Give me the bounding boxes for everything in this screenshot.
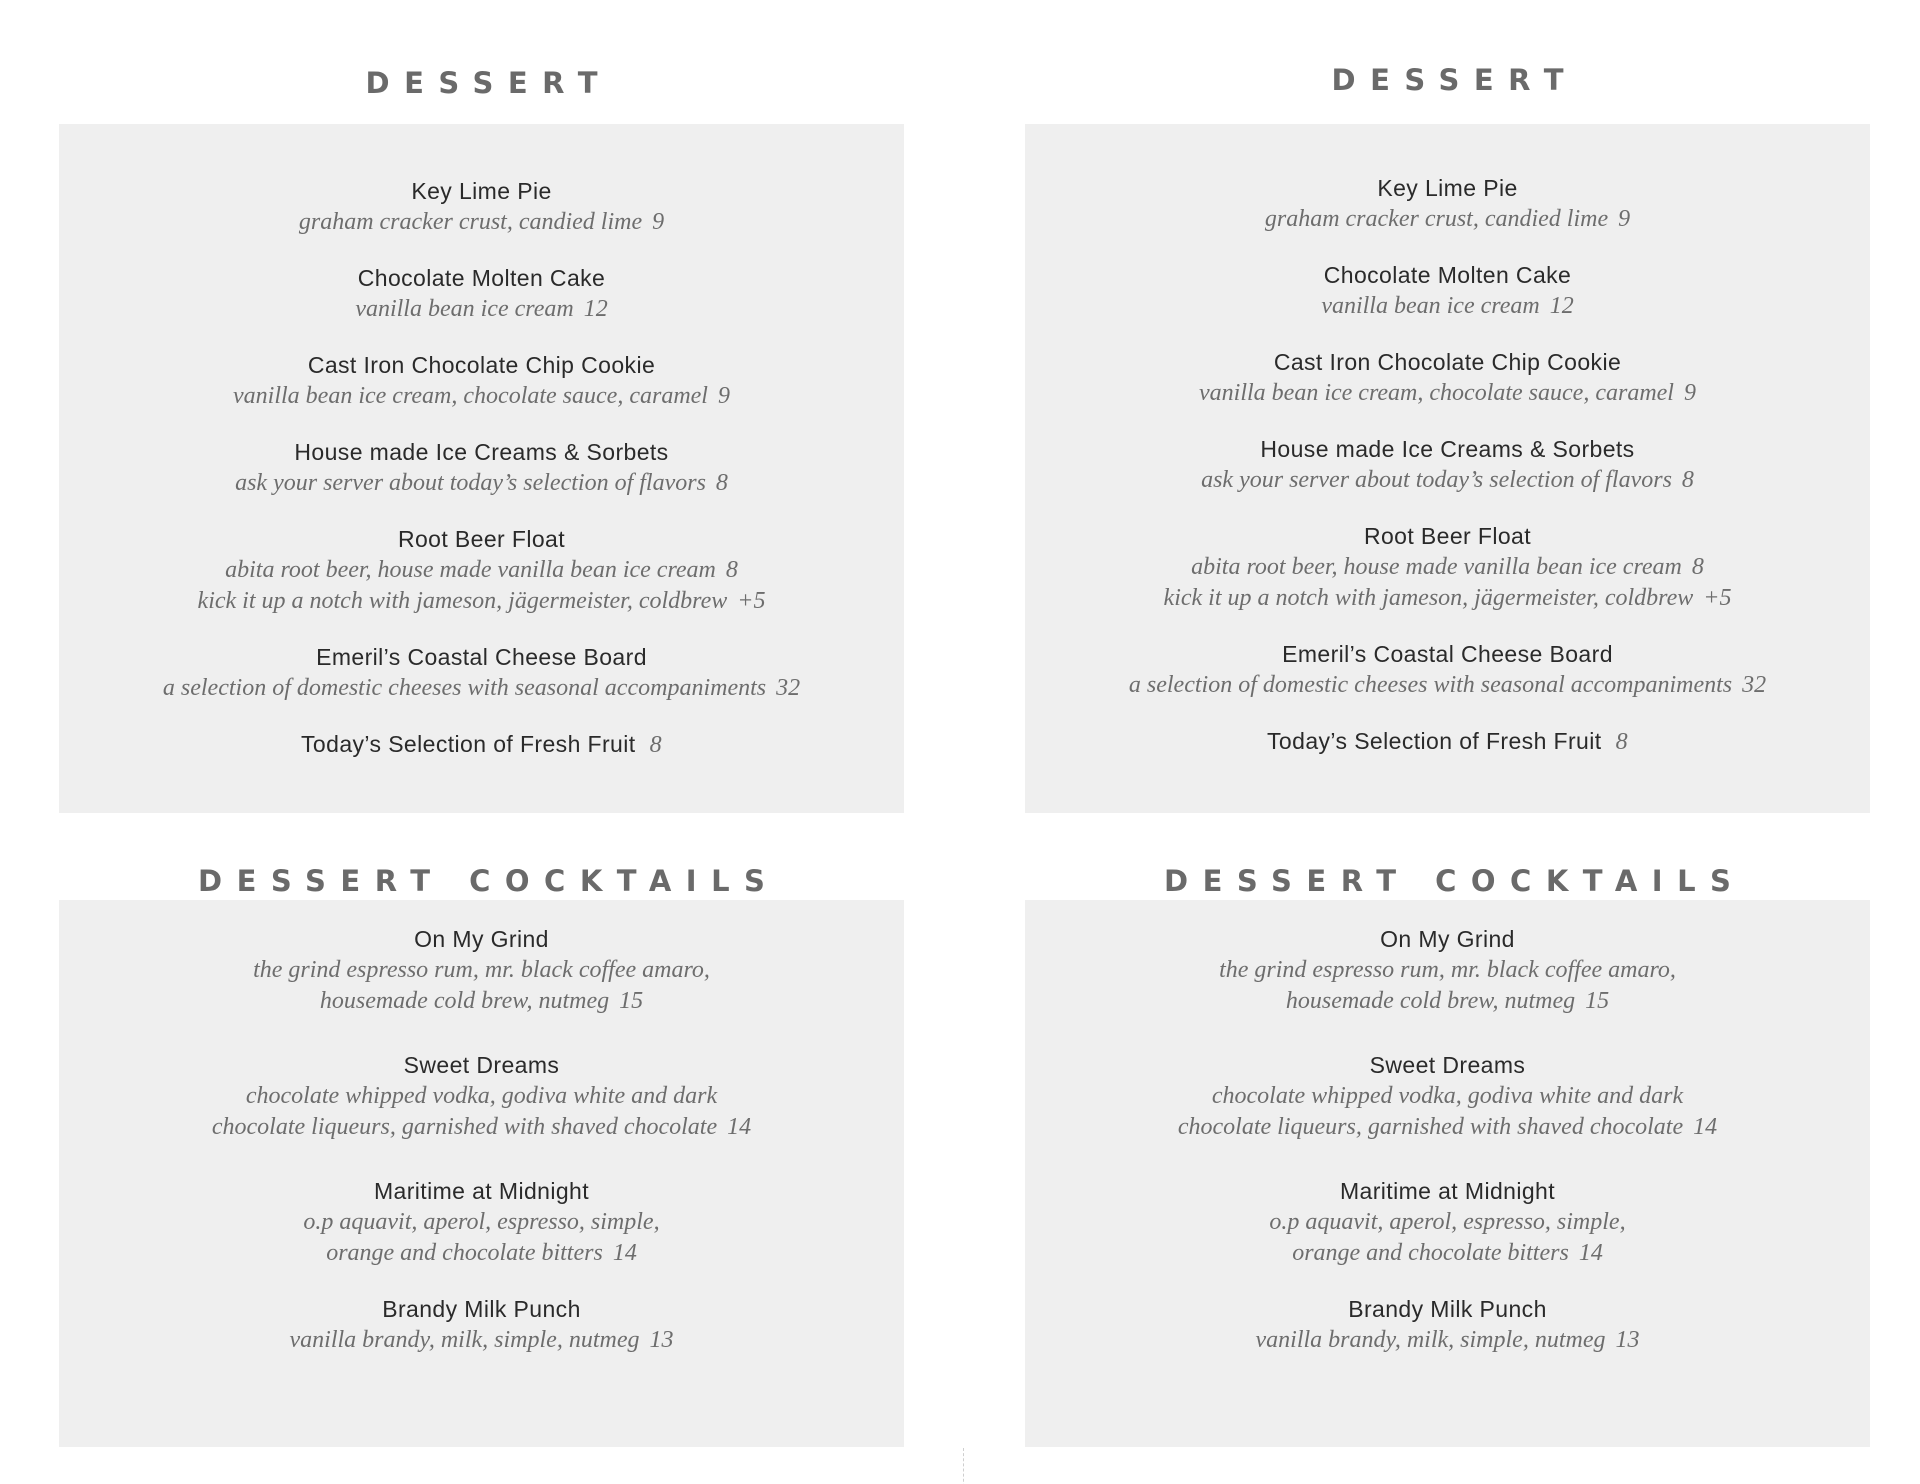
item-description: housemade cold brew, nutmeg 15: [319, 988, 644, 1014]
menu-item: [59, 924, 904, 1017]
item-name: On My Grind: [414, 926, 549, 952]
menu-item: [59, 729, 904, 761]
menu-item: [59, 642, 904, 704]
item-name: House made Ice Creams & Sorbets: [1260, 436, 1635, 462]
item-name: Key Lime Pie: [411, 178, 552, 204]
item-description: graham cracker crust, candied lime 9: [1264, 206, 1631, 232]
item-description: the grind espresso rum, mr. black coffee amaro,: [253, 957, 710, 983]
fold-line-divider: [963, 1448, 964, 1484]
item-name: Root Beer Float: [397, 526, 566, 552]
item-description: o.p aquavit, aperol, espresso, simple,: [303, 1209, 660, 1235]
item-name: Cast Iron Chocolate Chip Cookie: [307, 352, 656, 378]
item-description: abita root beer, house made vanilla bean ice cream 8: [1191, 554, 1704, 580]
item-description: chocolate liqueurs, garnished with shaved chocolate 14: [1177, 1114, 1718, 1140]
dessert-panel: [1025, 124, 1870, 813]
menu-item: [1025, 1050, 1870, 1143]
item-name: Brandy Milk Punch: [382, 1296, 581, 1322]
item-description: a selection of domestic cheeses with seasonal accompaniments 32: [162, 675, 801, 701]
item-name: Sweet Dreams: [1369, 1052, 1526, 1078]
cocktails-panel: [1025, 900, 1870, 1447]
item-name: On My Grind: [1380, 926, 1515, 952]
item-price: 14: [1578, 1240, 1603, 1266]
menu-item: [1025, 1294, 1870, 1356]
item-description: vanilla bean ice cream 12: [1321, 293, 1574, 319]
item-description: chocolate whipped vodka, godiva white and dark: [1211, 1083, 1684, 1109]
cocktails-title: DESSERT COCKTAILS: [198, 864, 780, 898]
cocktails-panel: [59, 900, 904, 1447]
menu-item: [59, 1176, 904, 1269]
menu-item: [1025, 260, 1870, 322]
item-price: 12: [583, 296, 608, 322]
item-description: ask your server about today’s selection of flavors 8: [235, 470, 728, 496]
item-price: 9: [1618, 206, 1631, 232]
item-name: Maritime at Midnight: [1339, 1178, 1556, 1204]
item-price: +5: [737, 588, 766, 614]
item-price: 14: [1693, 1114, 1718, 1140]
item-description: graham cracker crust, candied lime 9: [298, 209, 665, 235]
item-description: kick it up a notch with jameson, jägermeister, coldbrew +5: [1163, 585, 1732, 611]
item-price: 9: [717, 383, 730, 409]
item-name: Emeril’s Coastal Cheese Board: [1282, 641, 1613, 667]
item-price: 14: [612, 1240, 637, 1266]
menu-item: [1025, 173, 1870, 235]
item-description: vanilla brandy, milk, simple, nutmeg 13: [1255, 1327, 1640, 1353]
item-description: vanilla brandy, milk, simple, nutmeg 13: [289, 1327, 674, 1353]
item-price: 8: [725, 557, 738, 583]
dessert-title: DESSERT: [365, 66, 612, 100]
menu-item: [59, 176, 904, 238]
menu-item: [1025, 639, 1870, 701]
menu-item: [1025, 434, 1870, 496]
item-name: Chocolate Molten Cake: [357, 265, 606, 291]
menu-item: [59, 437, 904, 499]
menu-item: [59, 263, 904, 325]
menu-item: [1025, 1176, 1870, 1269]
item-price: 8: [1681, 467, 1694, 493]
item-price: 15: [619, 988, 644, 1014]
item-name: Today’s Selection of Fresh Fruit 8: [1267, 728, 1628, 755]
item-name: Emeril’s Coastal Cheese Board: [316, 644, 647, 670]
item-description: vanilla bean ice cream, chocolate sauce, caramel 9: [1199, 380, 1696, 406]
item-name: Key Lime Pie: [1377, 175, 1518, 201]
item-name: Chocolate Molten Cake: [1323, 262, 1572, 288]
item-price: 12: [1549, 293, 1574, 319]
item-description: kick it up a notch with jameson, jägermeister, coldbrew +5: [197, 588, 766, 614]
item-description: the grind espresso rum, mr. black coffee amaro,: [1219, 957, 1676, 983]
dessert-title: DESSERT: [1331, 63, 1578, 97]
item-description: chocolate whipped vodka, godiva white and dark: [245, 1083, 718, 1109]
item-price: 13: [1615, 1327, 1640, 1353]
menu-item: [59, 1050, 904, 1143]
item-price: 8: [1691, 554, 1704, 580]
item-price: 13: [649, 1327, 674, 1353]
item-description: abita root beer, house made vanilla bean ice cream 8: [225, 557, 738, 583]
item-description: a selection of domestic cheeses with seasonal accompaniments 32: [1128, 672, 1767, 698]
menu-item: [1025, 521, 1870, 614]
menu-item: [59, 1294, 904, 1356]
cocktails-title: DESSERT COCKTAILS: [1164, 864, 1746, 898]
item-price: +5: [1703, 585, 1732, 611]
item-description: vanilla bean ice cream, chocolate sauce, caramel 9: [233, 383, 730, 409]
item-price: 8: [715, 470, 728, 496]
item-description: housemade cold brew, nutmeg 15: [1285, 988, 1610, 1014]
item-name: Cast Iron Chocolate Chip Cookie: [1273, 349, 1622, 375]
item-description: vanilla bean ice cream 12: [355, 296, 608, 322]
dessert-panel: [59, 124, 904, 813]
menu-item: [59, 350, 904, 412]
item-name: Maritime at Midnight: [373, 1178, 590, 1204]
item-price: 14: [727, 1114, 752, 1140]
menu-item: [1025, 347, 1870, 409]
item-description: chocolate liqueurs, garnished with shaved chocolate 14: [211, 1114, 752, 1140]
item-name: House made Ice Creams & Sorbets: [294, 439, 669, 465]
item-description: o.p aquavit, aperol, espresso, simple,: [1269, 1209, 1626, 1235]
menu-item: [1025, 924, 1870, 1017]
item-price: 9: [1683, 380, 1696, 406]
item-price: 8: [1615, 729, 1628, 755]
item-description: ask your server about today’s selection of flavors 8: [1201, 467, 1694, 493]
item-price: 32: [776, 675, 801, 701]
menu-item: [59, 524, 904, 617]
item-price: 32: [1742, 672, 1767, 698]
item-description: orange and chocolate bitters 14: [326, 1240, 637, 1266]
item-name: Sweet Dreams: [403, 1052, 560, 1078]
item-name: Brandy Milk Punch: [1348, 1296, 1547, 1322]
menu-item: [1025, 726, 1870, 758]
item-name: Root Beer Float: [1363, 523, 1532, 549]
item-price: 15: [1585, 988, 1610, 1014]
item-price: 9: [652, 209, 665, 235]
item-price: 8: [649, 732, 662, 758]
item-name: Today’s Selection of Fresh Fruit 8: [301, 731, 662, 758]
item-description: orange and chocolate bitters 14: [1292, 1240, 1603, 1266]
